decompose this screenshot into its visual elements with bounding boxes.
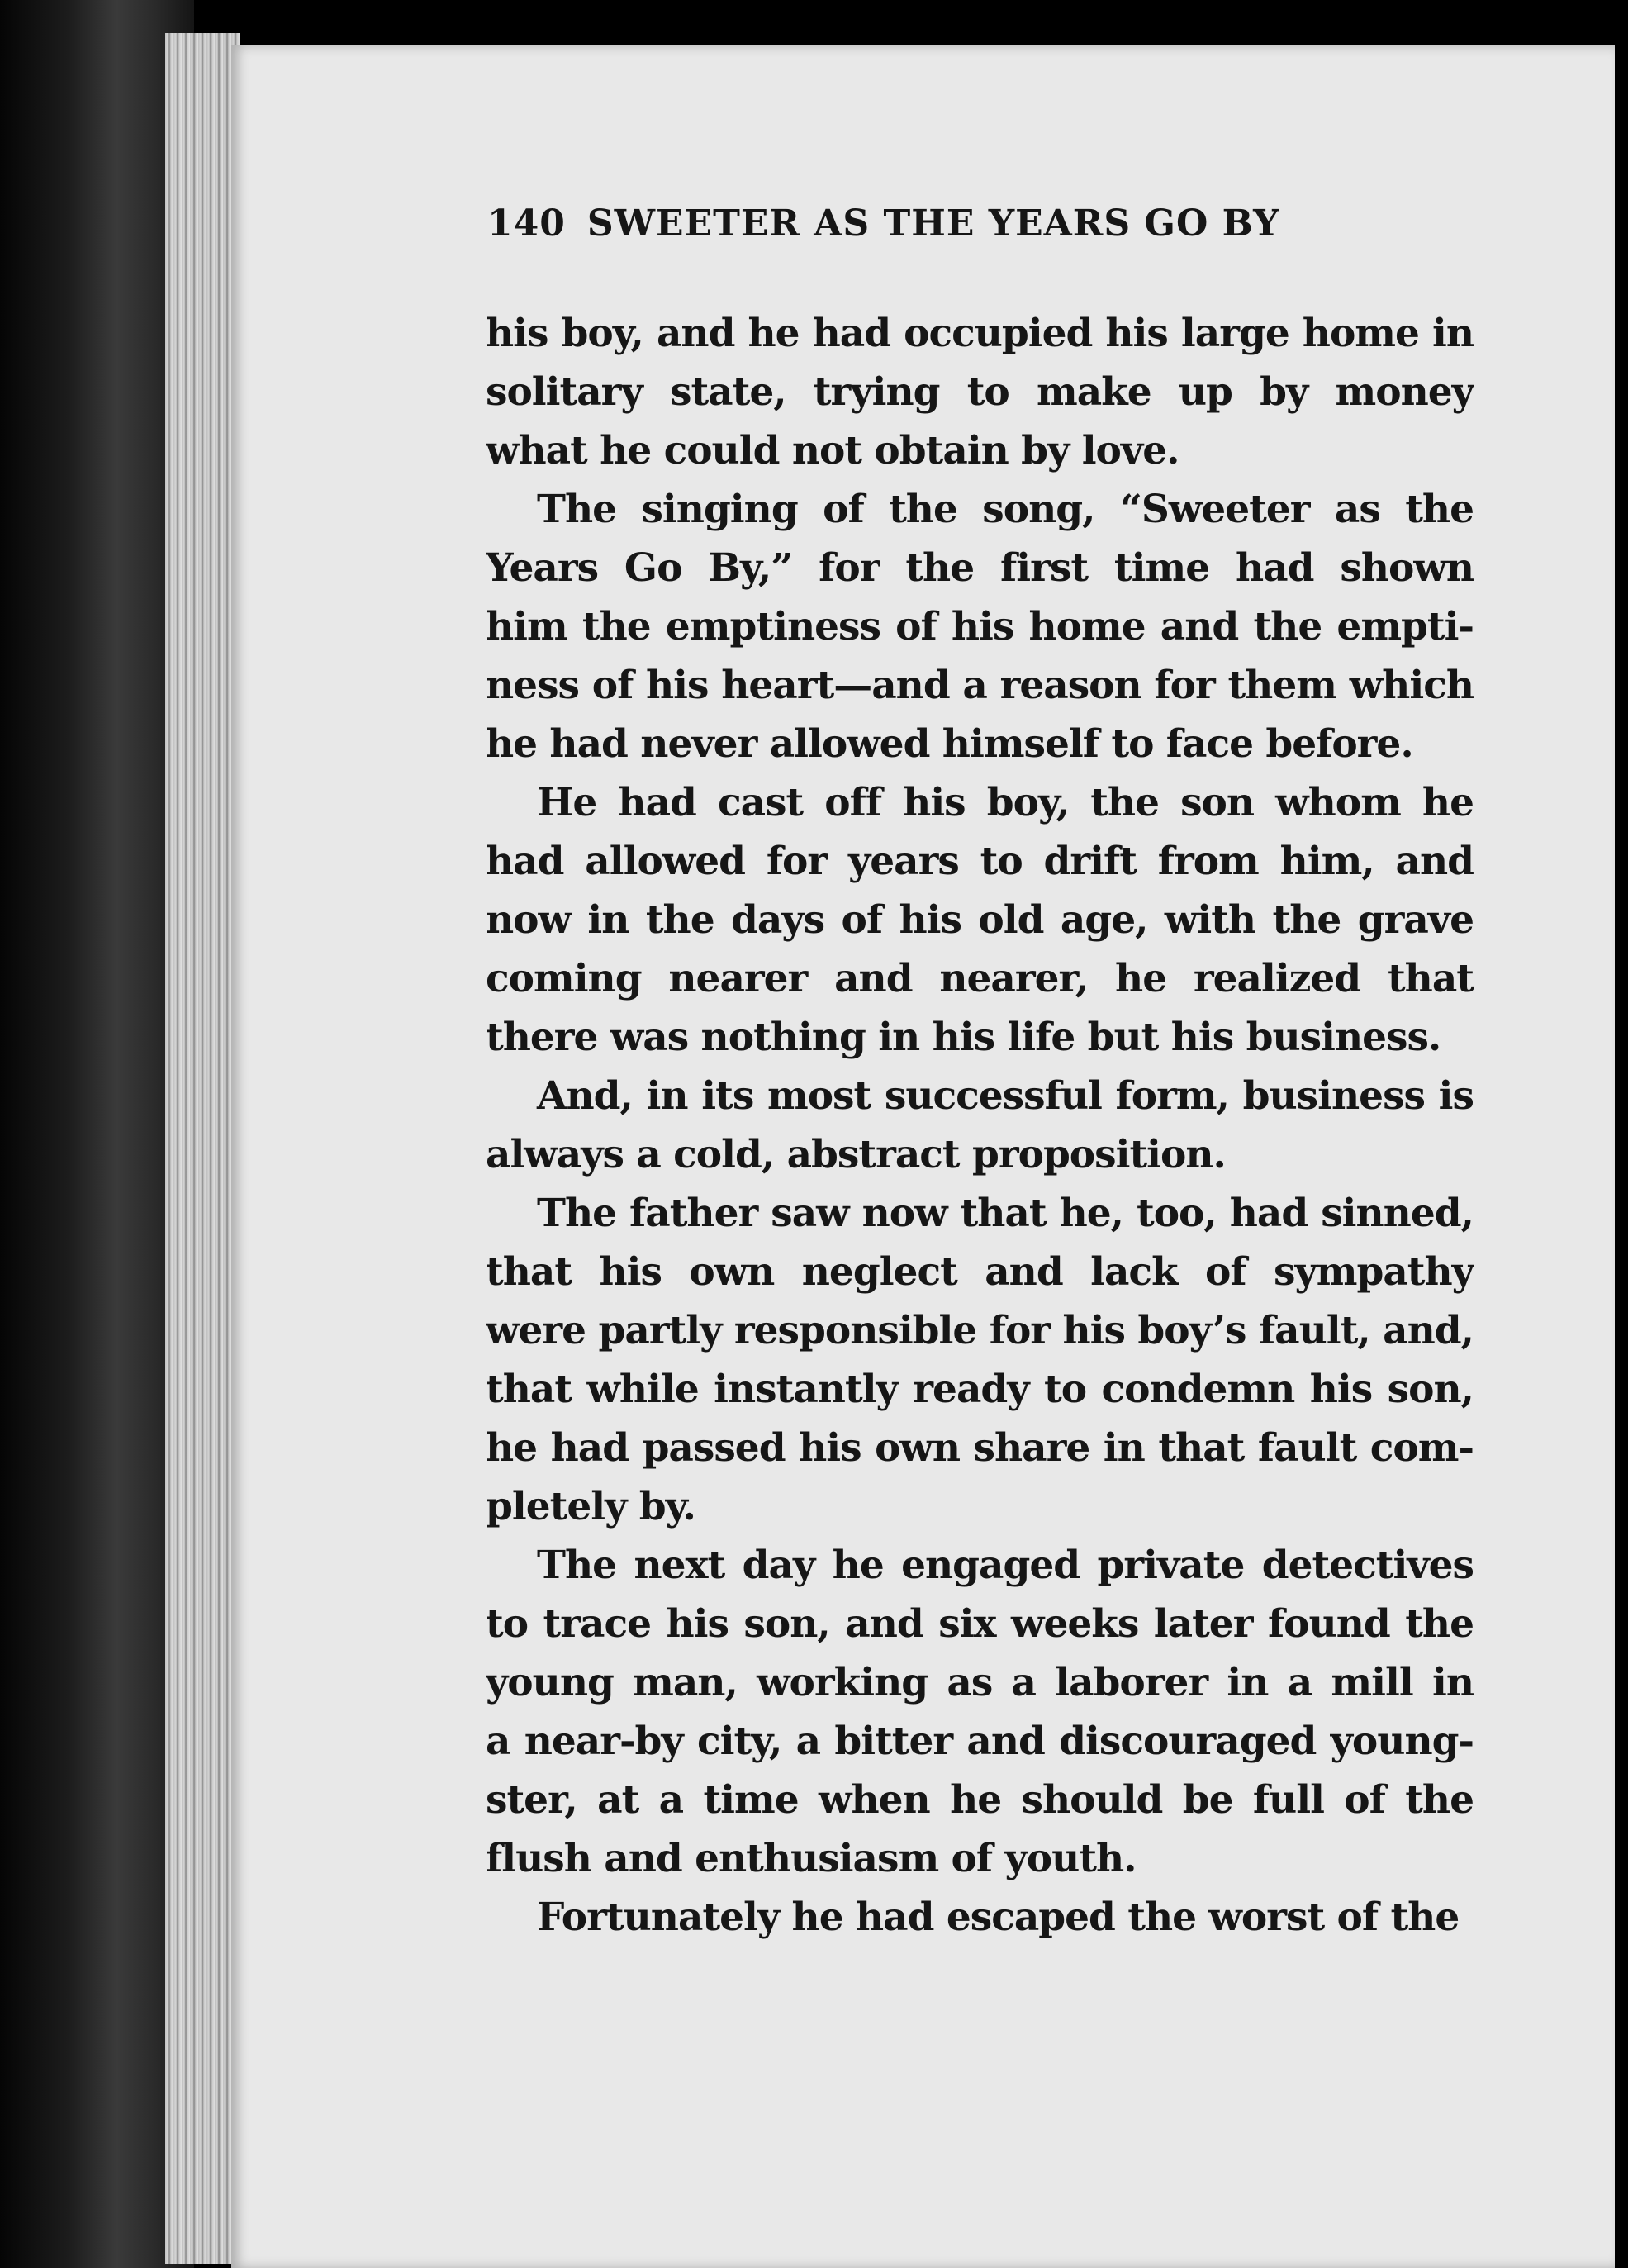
running-title: SWEETER AS THE YEARS GO BY [586,202,1280,245]
text-line: he had never allowed himself to face before. [486,721,1413,767]
paragraph [486,1067,1474,1184]
text-line: young man, working as a laborer in a mill in [486,1660,1474,1705]
text-line: solitary state, trying to make up by money [486,369,1474,415]
text-line: The father saw now that he, too, had sinned, [537,1191,1474,1236]
text-line: that his own neglect and lack of sympathy [486,1249,1474,1295]
paragraph [486,480,1474,773]
text-line: flush and enthusiasm of youth. [486,1836,1137,1881]
page-number: 140 [487,202,566,245]
text-line: to trace his son, and six weeks later found the [486,1601,1474,1647]
page-edges [165,33,240,2264]
text-line: that while instantly ready to condemn his son, [486,1367,1474,1412]
text-line: The next day he engaged private detectives [537,1543,1474,1588]
text-line: He had cast off his boy, the son whom he [537,780,1474,825]
text-line: a near-by city, a bitter and discouraged young- [486,1719,1474,1764]
text-line: pletely by. [486,1484,695,1529]
paragraph [486,1184,1474,1536]
paragraph [486,1536,1474,1888]
paragraph [486,1888,1474,1947]
text-line: And, in its most successful form, business is [537,1073,1474,1119]
text-line: Fortunately he had escaped the worst of the [537,1895,1460,1940]
text-line: had allowed for years to drift from him, and [486,839,1474,884]
text-line: Years Go By,” for the first time had shown [486,545,1474,591]
paragraph [486,304,1474,480]
body-text [486,304,1474,1947]
text-line: his boy, and he had occupied his large home in [486,311,1474,356]
film-edge [1615,0,1628,2268]
text-line: he had passed his own share in that fault com- [486,1425,1474,1471]
running-head [487,202,1478,245]
paragraph [486,773,1474,1067]
text-line: always a cold, abstract proposition. [486,1132,1226,1177]
text-line: coming nearer and nearer, he realized that [486,956,1474,1001]
text-line: ness of his heart—and a reason for them which [486,663,1474,708]
text-line: ster, at a time when he should be full of the [486,1777,1474,1823]
text-line: there was nothing in his life but his business. [486,1015,1441,1060]
text-line: him the emptiness of his home and the empti- [486,604,1474,649]
text-line: The singing of the song, “Sweeter as the [537,487,1474,532]
text-line: now in the days of his old age, with the grave [486,897,1474,943]
text-line: were partly responsible for his boy’s fault, and, [486,1308,1474,1353]
text-line: what he could not obtain by love. [486,428,1179,473]
